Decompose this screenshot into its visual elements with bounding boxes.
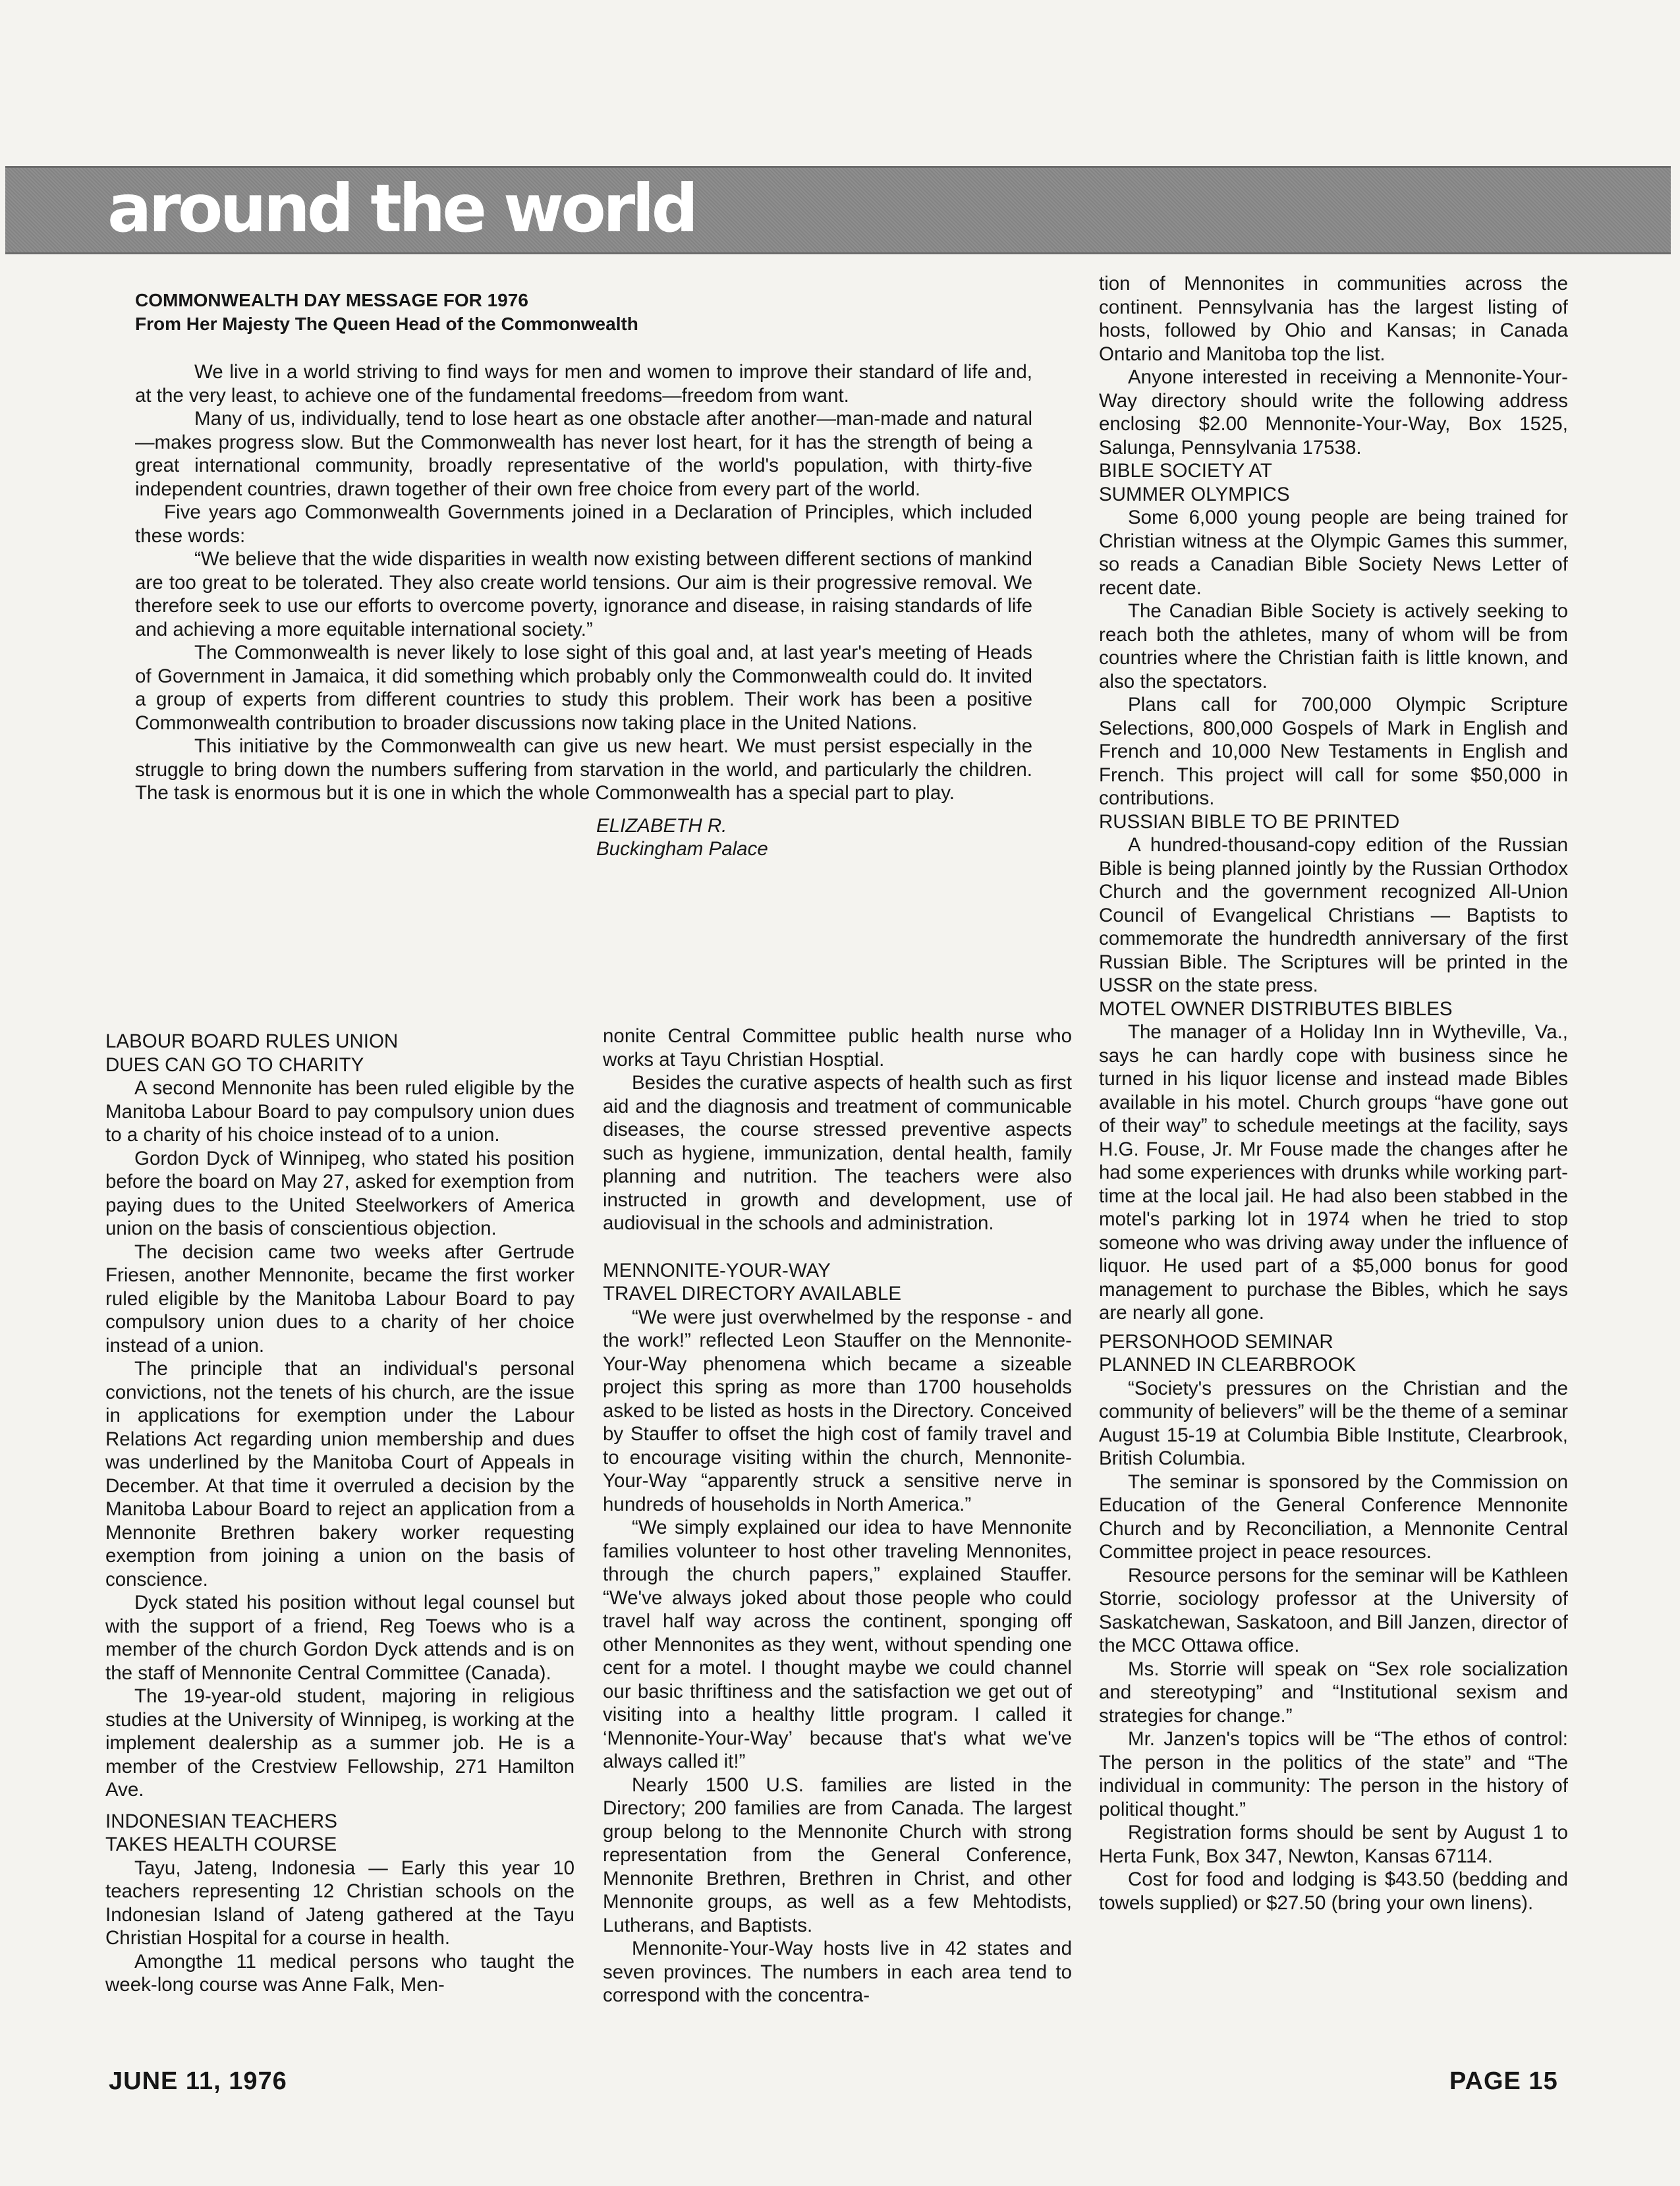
paragraph: We live in a world striving to find ways for men and women to improve their standard of life and, at the very least, to achieve one of the fundamental freedoms—freedom from want. xyxy=(135,361,1032,406)
queen-message-article xyxy=(135,289,1032,861)
paragraph: Dyck stated his position without legal counsel but with the support of a friend, Reg Toews who is a member of the church Gordon Dyck attends and is on the staff of Mennonite Central Committee (Canada). xyxy=(105,1592,574,1684)
article-headline: SUMMER OLYMPICS xyxy=(1099,483,1290,505)
section-title: around the world xyxy=(107,170,696,247)
signature-place: Buckingham Palace xyxy=(596,838,768,860)
paragraph: Plans call for 700,000 Olympic Scripture Selections, 800,000 Gospels of Mark in English and French and 10,000 New Testaments in English and French. This project will call for some $50,000 in contributions. xyxy=(1099,694,1568,809)
quotation-paragraph: “We believe that the wide disparities in wealth now existing between different sections of mankind are too great to be tolerated. They also create world tensions. Our aim is their progressive removal. We therefore seek to use our efforts to overcome poverty, ignorance and disease, in raising standards of life and achieving a more equitable international society.” xyxy=(135,548,1032,640)
paragraph: Five years ago Commonwealth Governments joined in a Declaration of Principles, which included these words: xyxy=(135,501,1032,547)
paragraph: “We were just overwhelmed by the response - and the work!” reflected Leon Stauffer on the Mennonite-Your-Way phenomena which became a sizeable project this spring as more than 1700 households asked to be listed as hosts in the Directory. Conceived by Stauffer to offset the high cost of family travel and to encourage visiting within the church, Mennonite-Your-Way “apparently struck a sensitive nerve in hundreds of households in North America.” xyxy=(603,1306,1072,1515)
article-headline: MOTEL OWNER DISTRIBUTES BIBLES xyxy=(1099,997,1453,1020)
paragraph: Amongthe 11 medical persons who taught the week-long course was Anne Falk, Men- xyxy=(105,1950,574,1996)
paragraph: Gordon Dyck of Winnipeg, who stated his position before the board on May 27, asked for exemption from paying dues to the United Steelworkers of America union on the basis of conscientious objection. xyxy=(105,1147,574,1239)
paragraph: “We simply explained our idea to have Mennonite families volunteer to host other traveling Mennonites, through the church papers,” explained Stauffer. “We've always joked about those people who could travel half way across the continent, sponging off other Mennonites as they went, without spending one cent for a motel. I thought maybe we could channel our basic thriftiness and the satisfaction we get out of visiting into a healthy little program. I called it ‘Mennonite-Your-Way’ because that's what we've always called it!” xyxy=(603,1517,1072,1772)
paragraph: Some 6,000 young people are being trained for Christian witness at the Olympic Games this summer, so reads a Canadian Bible Society News Letter of recent date. xyxy=(1099,507,1568,599)
paragraph: Tayu, Jateng, Indonesia — Early this year 10 teachers representing 12 Christian schools on the Indonesian Island of Jateng gathered at the Tayu Christian Hospital for a course in health. xyxy=(105,1857,574,1949)
paragraph: The decision came two weeks after Gertrude Friesen, another Mennonite, became the first worker ruled eligible by the Manitoba Labour Board to pay compulsory union dues to a charity of her choice instead of a union. xyxy=(105,1241,574,1357)
paragraph: Mr. Janzen's topics will be “The ethos of control: The person in the politics of the state” and “The individual in community: The person in the history of political thought.” xyxy=(1099,1728,1568,1820)
paragraph: A hundred-thousand-copy edition of the Russian Bible is being planned jointly by the Russian Orthodox Church and the government recognized All-Union Council of Evangelical Christians — Baptists to commemorate the hundredth anniversary of the first Russian Bible. The Scriptures will be printed in the USSR on the state press. xyxy=(1099,834,1568,996)
paragraph: The manager of a Holiday Inn in Wytheville, Va., says he can hardly cope with business since he turned in his liquor license and instead made Bibles available in his motel. Church groups “have gone out of their way” to schedule meetings at the facility, says H.G. Fouse, Jr. Mr Fouse made the changes after he had some experiences with drunks while working part-time at the local jail. He had also been stabbed in the motel's parking lot in 1974 when he tried to stop someone who was driving away under the influence of liquor. He used part of a $5,000 bonus for good management to purchase the Bibles, which he says are nearly all gone. xyxy=(1099,1021,1568,1324)
column-2 xyxy=(603,1024,1072,2007)
article-headline: TAKES HEALTH COURSE xyxy=(105,1834,337,1855)
paragraph: Cost for food and lodging is $43.50 (bedding and towels supplied) or $27.50 (bring your own linens). xyxy=(1099,1868,1568,1914)
article-headline: INDONESIAN TEACHERS xyxy=(105,1810,337,1832)
paragraph: The Canadian Bible Society is actively seeking to reach both the athletes, many of whom will be from countries where the Christian faith is little known, and also the spectators. xyxy=(1099,600,1568,692)
paragraph: Anyone interested in receiving a Mennonite-Your-Way directory should write the following address enclosing $2.00 Mennonite-Your-Way, Box 1525, Salunga, Pennsylvania 17538. xyxy=(1099,366,1568,459)
article-headline: TRAVEL DIRECTORY AVAILABLE xyxy=(603,1283,902,1304)
article-headline: MENNONITE-YOUR-WAY xyxy=(603,1259,831,1281)
paragraph: This initiative by the Commonwealth can give us new heart. We must persist especially in the struggle to bring down the numbers suffering from starvation in the world, and particularly the children. The task is enormous but it is one in which the whole Commonwealth has a special part to play. xyxy=(135,735,1032,804)
section-banner xyxy=(5,166,1671,254)
column-1 xyxy=(105,1030,574,1997)
paragraph: Ms. Storrie will speak on “Sex role socialization and stereotyping” and “Institutional sexism and strategies for change.” xyxy=(1099,1658,1568,1727)
article-headline: BIBLE SOCIETY AT xyxy=(1099,460,1272,482)
article-subheadline: From Her Majesty The Queen Head of the Commonwealth xyxy=(135,313,638,334)
paragraph: Besides the curative aspects of health such as first aid and the diagnosis and treatment of communicable diseases, the course stressed preventive aspects such as hygiene, immunization, dental health, family planning and nutrition. The teachers were also instructed in growth and development, use of audiovisual in the schools and administration. xyxy=(603,1072,1072,1234)
paragraph: Resource persons for the seminar will be Kathleen Storrie, sociology professor at the University of Saskatchewan, Saskatoon, and Bill Janzen, director of the MCC Ottawa office. xyxy=(1099,1564,1568,1656)
paragraph: The seminar is sponsored by the Commission on Education of the General Conference Mennonite Church and by Reconciliation, a Mennonite Central Committee project in peace resources. xyxy=(1099,1471,1568,1563)
paragraph-continued: nonite Central Committee public health nurse who works at Tayu Christian Hosptial. xyxy=(603,1025,1072,1071)
article-headline: DUES CAN GO TO CHARITY xyxy=(105,1053,364,1076)
paragraph: Many of us, individually, tend to lose heart as one obstacle after another—man-made and natural—makes progress slow. But the Commonwealth has never lost heart, for it has the strength of being a great international community, broadly representative of the world's population, with thirty-five independent countries, drawn together of their own free choice from every part of the world. xyxy=(135,408,1032,500)
paragraph: The principle that an individual's personal convictions, not the tenets of his church, are the issue in applications for exemption under the Labour Relations Act regarding union membership and dues was underlined by the Manitoba Court of Appeals in December. At that time it overruled a decision by the Manitoba Labour Board to reject an application from a Mennonite Brethren bakery worker requesting exemption from joining a union on the basis of conscience. xyxy=(105,1358,574,1590)
paragraph-continued: tion of Mennonites in communities across the continent. Pennsylvania has the largest listing of hosts, followed by Ohio and Kansas; in Canada Ontario and Manitoba top the list. xyxy=(1099,273,1568,365)
article-headline: PLANNED IN CLEARBROOK xyxy=(1099,1354,1357,1376)
paragraph: The 19-year-old student, majoring in religious studies at the University of Winnipeg, is working at the implement dealership as a summer job. He is a member of the Crestview Fellowship, 271 Hamilton Ave. xyxy=(105,1685,574,1801)
signature: ELIZABETH R. xyxy=(596,814,727,837)
footer-page-number: PAGE 15 xyxy=(1449,2067,1558,2095)
column-3 xyxy=(1099,272,1568,1915)
article-headline: COMMONWEALTH DAY MESSAGE FOR 1976 xyxy=(135,290,528,310)
paragraph: Nearly 1500 U.S. families are listed in the Directory; 200 families are from Canada. The largest group belong to the Mennonite Church with strong representation from the General Conference, Mennonite Brethren, Brethren in Christ, and other Mennonite groups, as well as a few Mehtodists, Lutherans, and Baptists. xyxy=(603,1774,1072,1936)
article-headline: RUSSIAN BIBLE TO BE PRINTED xyxy=(1099,810,1400,833)
paragraph: The Commonwealth is never likely to lose sight of this goal and, at last year's meeting of Heads of Government in Jamaica, it did something which probably only the Commonwealth could do. It invited a group of experts from different countries to study this problem. Their work has been a positive Commonwealth contribution to broader discussions now taking place in the United Nations. xyxy=(135,642,1032,734)
article-headline: PERSONHOOD SEMINAR xyxy=(1099,1330,1333,1353)
paragraph: Mennonite-Your-Way hosts live in 42 states and seven provinces. The numbers in each area tend to correspond with the concentra- xyxy=(603,1938,1072,2006)
article-headline: LABOUR BOARD RULES UNION xyxy=(105,1030,399,1052)
paragraph: A second Mennonite has been ruled eligible by the Manitoba Labour Board to pay compulsory union dues to a charity of his choice instead of to a union. xyxy=(105,1077,574,1146)
paragraph: “Society's pressures on the Christian and the community of believers” will be the theme of a seminar August 15-19 at Columbia Bible Institute, Clearbrook, British Columbia. xyxy=(1099,1377,1568,1469)
paragraph: Registration forms should be sent by August 1 to Herta Funk, Box 347, Newton, Kansas 67114. xyxy=(1099,1822,1568,1867)
footer-date: JUNE 11, 1976 xyxy=(109,2067,287,2095)
